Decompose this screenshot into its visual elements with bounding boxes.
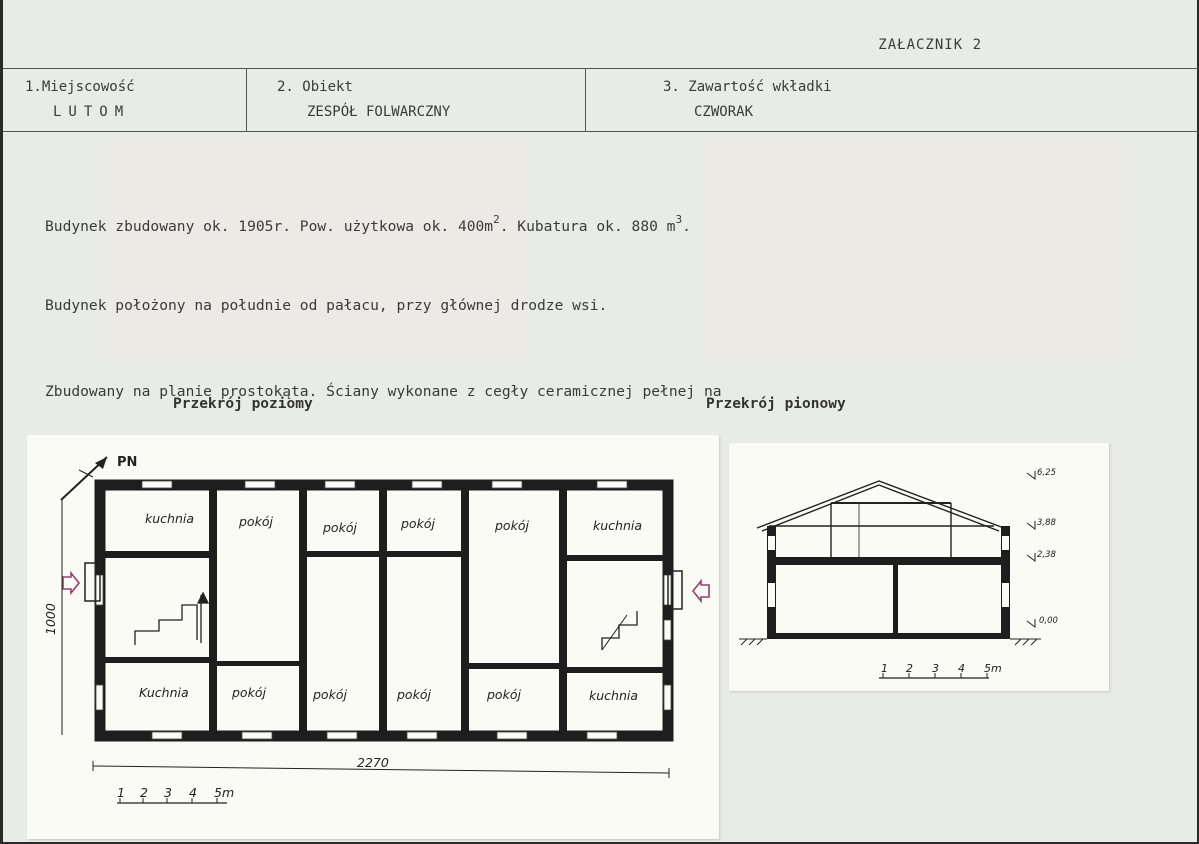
room-label: pokój (232, 685, 266, 700)
roof (757, 481, 1004, 559)
level-markers (1027, 468, 1058, 627)
svg-text:3: 3 (164, 785, 172, 800)
section-drawing (729, 443, 1109, 691)
header-cell-insert (585, 69, 1198, 131)
section-svg (729, 443, 1109, 691)
svg-text:5m: 5m (214, 785, 235, 800)
level-eaves: 3,88 (1037, 518, 1056, 528)
room-label: pokój (397, 687, 431, 702)
room-label: pokój (495, 518, 529, 533)
svg-text:4: 4 (189, 785, 197, 800)
room-label: Kuchnia (139, 685, 189, 700)
floor-plan-svg (27, 435, 719, 839)
svg-text:2: 2 (140, 785, 148, 800)
level-ridge: 6,25 (1037, 468, 1056, 478)
svg-text:5m: 5m (984, 662, 1002, 675)
room-label: pokój (239, 514, 273, 529)
level-floor: 2,38 (1037, 550, 1056, 560)
insert-value: CZWORAK (694, 104, 754, 120)
svg-text:4: 4 (958, 662, 965, 675)
attachment-label: ZAŁACZNIK 2 (878, 37, 982, 53)
room-label: pokój (401, 516, 435, 531)
horizontal-section-title: Przekrój poziomy (173, 396, 313, 412)
svg-text:2: 2 (906, 662, 913, 675)
insert-label: 3. Zawartość wkładki (663, 79, 832, 95)
plan-scale-bar (117, 785, 234, 803)
room-label: pokój (487, 687, 521, 702)
description-line: Budynek położony na południe od pałacu, przy głównej drodze wsi. (45, 296, 608, 314)
room-label: pokój (323, 520, 357, 535)
header-cell-locality (3, 69, 246, 131)
room-label: kuchnia (589, 688, 639, 703)
description-line: Budynek zbudowany ok. 1905r. Pow. użytkowa ok. $400m^2$. Kubatura ok. 880 $m^3$. (45, 213, 691, 236)
header-table (3, 68, 1199, 132)
locality-value: LUTOM (53, 104, 131, 120)
locality-label: 1.Miejscowość (25, 79, 135, 95)
section-scale-bar (879, 662, 1002, 678)
level-ground: 0,00 (1039, 616, 1058, 626)
background-stain (703, 140, 1123, 360)
depth-dimension: 1000 (43, 603, 58, 635)
vertical-section-title: Przekrój pionowy (706, 396, 846, 412)
north-label: PN (117, 455, 138, 470)
room-label: pokój (313, 687, 347, 702)
room-label: kuchnia (593, 518, 643, 533)
svg-text:1: 1 (117, 785, 125, 800)
ground-line (739, 639, 1041, 645)
object-value: ZESPÓŁ FOLWARCZNY (307, 104, 451, 120)
object-label: 2. Obiekt (277, 79, 353, 95)
description-line: Zbudowany na planie prostokąta. Ściany wykonane z cegły ceramicznej pełnej na (45, 382, 722, 400)
svg-text:3: 3 (932, 662, 939, 675)
svg-text:1: 1 (881, 662, 888, 675)
width-dimension: 2270 (357, 755, 389, 770)
room-label: kuchnia (145, 511, 195, 526)
header-cell-object (246, 69, 586, 131)
floor-plan-drawing (27, 435, 719, 839)
section-walls (767, 526, 1010, 639)
section-windows (768, 536, 1009, 607)
